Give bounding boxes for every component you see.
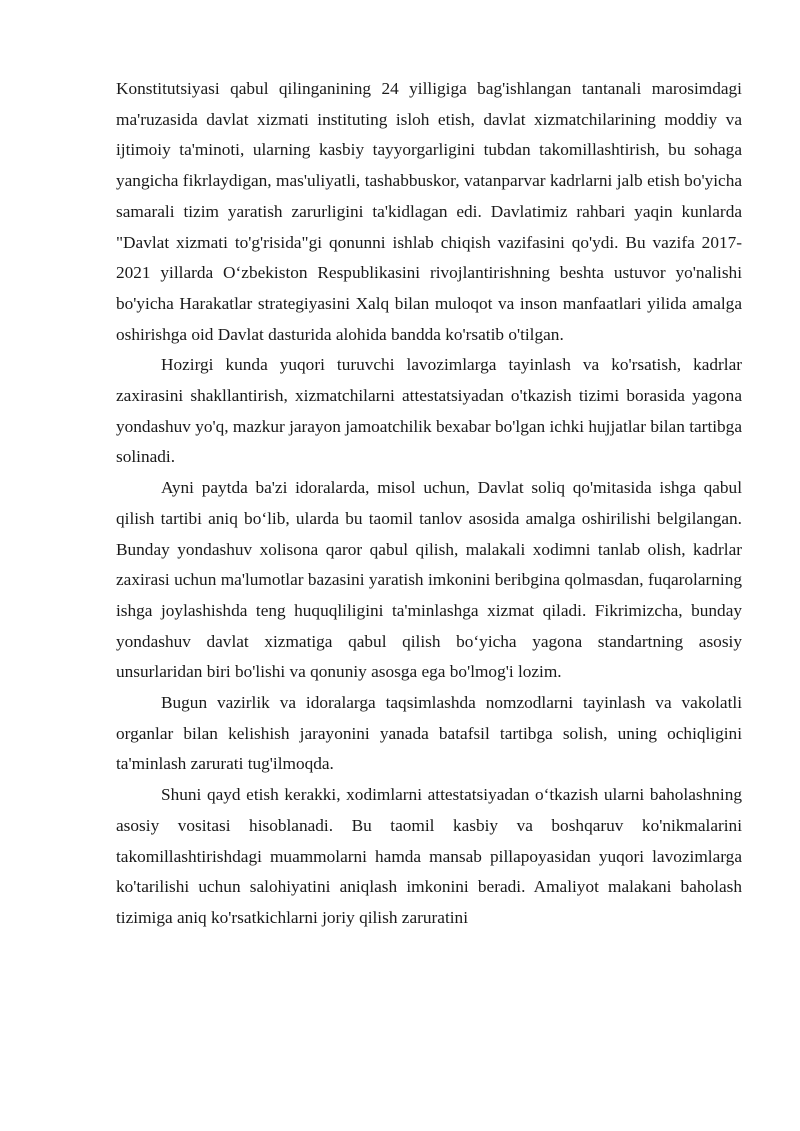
paragraph: Ayni paytda ba'zi idoralarda, misol uchun, Davlat soliq qo'mitasida ishga qabul qilish tartibi aniq bo‘lib, ularda bu taomil tanlov asosida amalga oshirilishi belgilangan. Bunday yondashuv xolisona qaror qabul qilish, malakali xodimni tanlab olish, kadrlar zaxirasi uchun ma'lumotlar bazasini yaratish imkonini beribgina qolmasdan, fuqarolarning ishga joylashishda teng huquqliligini ta'minlashga xizmat qiladi. Fikrimizcha, bunday yondashuv davlat xizmatiga qabul qilish bo‘yicha yagona standartning asosiy unsurlaridan biri bo'lishi va qonuniy asosga ega bo'lmog'i lozim. [116,478,742,682]
paragraph-continuation: Konstitutsiyasi qabul qilinganining 24 yilligiga bag'ishlangan tantanali marosimdagi ma'ruzasida davlat xizmati instituting isloh etish, davlat xizmatchilarining moddiy va ijtimoiy ta'minoti, ularning kasbiy tayyorgarligini tubdan takomillashtirish, bu sohaga yangicha fikrlaydigan, mas'uliyatli, tashabbuskor, vatanparvar kadrlarni jalb etish bo'yicha samarali tizim yaratish zarurligini ta'kidlagan edi. Davlatimiz rahbari yaqin kunlarda "Davlat xizmati to'g'risida"gi qonunni ishlab chiqish vazifasini qo'ydi. Bu vazifa 2017-2021 yillarda O‘zbekiston Respublikasini rivojlantirishning beshta ustuvor yo'nalishi bo'yicha Harakatlar strategiyasini Xalq bilan muloqot va inson manfaatlari yilida amalga oshirishga oid Davlat dasturida alohida bandda ko'rsatib o'tilgan. [116,79,742,344]
paragraph: Bugun vazirlik va idoralarga taqsimlashda nomzodlarni tayinlash va vakolatli organlar bilan kelishish jarayonini yanada batafsil tartibga solish, uning ochiqligini ta'minlash zarurati tug'ilmoqda. [116,693,742,774]
body-text [116,74,742,934]
paragraph: Hozirgi kunda yuqori turuvchi lavozimlarga tayinlash va ko'rsatish, kadrlar zaxirasini shakllantirish, xizmatchilarni attestatsiyadan o'tkazish tizimi borasida yagona yondashuv yo'q, mazkur jarayon jamoatchilik bexabar bo'lgan ichki hujjatlar bilan tartibga solinadi. [116,355,742,467]
paragraph: Shuni qayd etish kerakki, xodimlarni attestatsiyadan o‘tkazish ularni baholashning asosiy vositasi hisoblanadi. Bu taomil kasbiy va boshqaruv ko'nikmalarini takomillashtirishdagi muammolarni hamda mansab pillapoyasidan yuqori lavozimlarga ko'tarilishi uchun salohiyatini aniqlash imkonini beradi. Amaliyot malakani baholash tizimiga aniq ko'rsatkichlarni joriy qilish zaruratini [116,785,742,927]
